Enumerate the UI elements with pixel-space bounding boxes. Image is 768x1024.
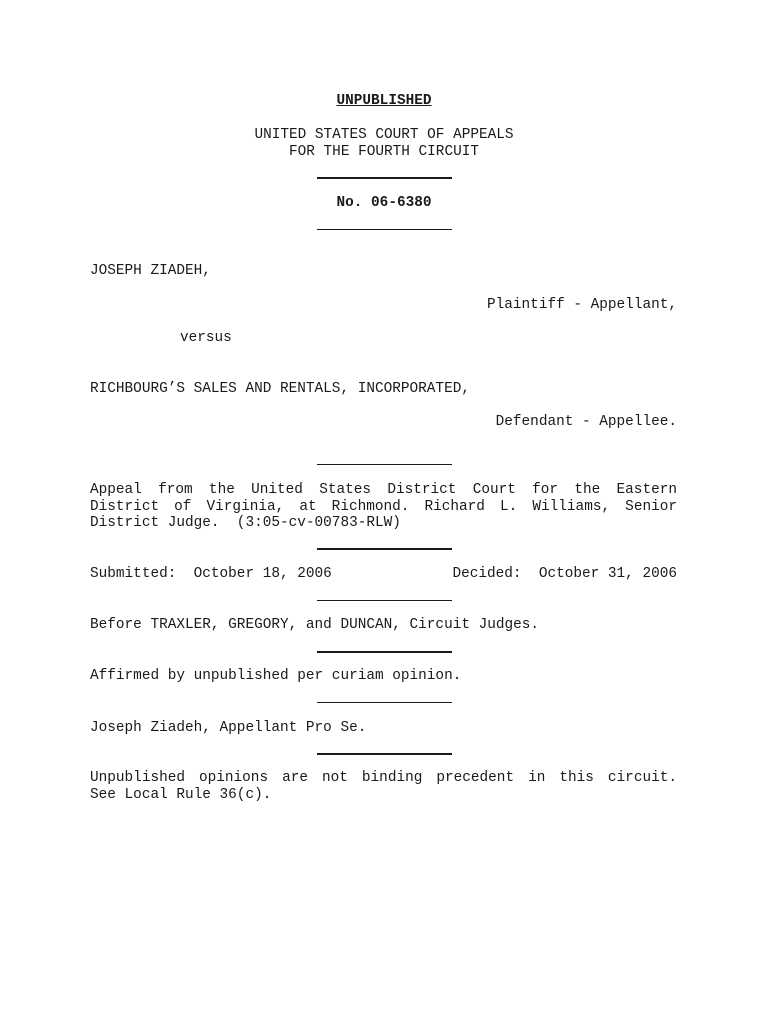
disposition: Affirmed by unpublished per curiam opinion. — [90, 668, 462, 684]
appeal-paragraph — [90, 482, 677, 532]
rule-below-case-number — [317, 229, 452, 230]
rule-above-case-number — [317, 177, 452, 179]
plaintiff-role: Plaintiff - Appellant, — [487, 297, 677, 313]
rule-above-disposition — [317, 651, 452, 653]
appeal-line-3: District Judge. (3:05-cv-00783-RLW) — [90, 515, 401, 531]
rule-above-appeal — [317, 464, 452, 465]
decided-date: Decided: October 31, 2006 — [452, 566, 677, 582]
defendant-name: RICHBOURG’S SALES AND RENTALS, INCORPORATED, — [90, 381, 470, 397]
rule-above-dates — [317, 548, 452, 550]
case-number: No. 06-6380 — [336, 195, 432, 211]
rule-above-panel — [317, 600, 452, 601]
court-name-line2: FOR THE FOURTH CIRCUIT — [289, 144, 479, 160]
unpublished-label: UNPUBLISHED — [336, 93, 432, 109]
plaintiff-name: JOSEPH ZIADEH, — [90, 263, 211, 279]
submitted-date: Submitted: October 18, 2006 — [90, 566, 332, 582]
appeal-line-2: District of Virginia, at Richmond. Richard L. Williams, Senior — [90, 498, 677, 515]
rule-above-counsel — [317, 702, 452, 703]
court-name-line1: UNITED STATES COURT OF APPEALS — [254, 127, 514, 143]
notice-paragraph — [90, 770, 677, 803]
defendant-role: Defendant - Appellee. — [495, 414, 677, 430]
versus-label: versus — [180, 330, 232, 346]
panel-judges: Before TRAXLER, GREGORY, and DUNCAN, Circuit Judges. — [90, 617, 540, 633]
rule-above-notice — [317, 753, 452, 755]
appeal-line-1: Appeal from the United States District Court for the Eastern — [90, 482, 677, 498]
counsel: Joseph Ziadeh, Appellant Pro Se. — [90, 720, 367, 736]
notice-line-1: Unpublished opinions are not binding precedent in this circuit. — [90, 770, 677, 786]
notice-line-2: See Local Rule 36(c). — [90, 786, 272, 803]
